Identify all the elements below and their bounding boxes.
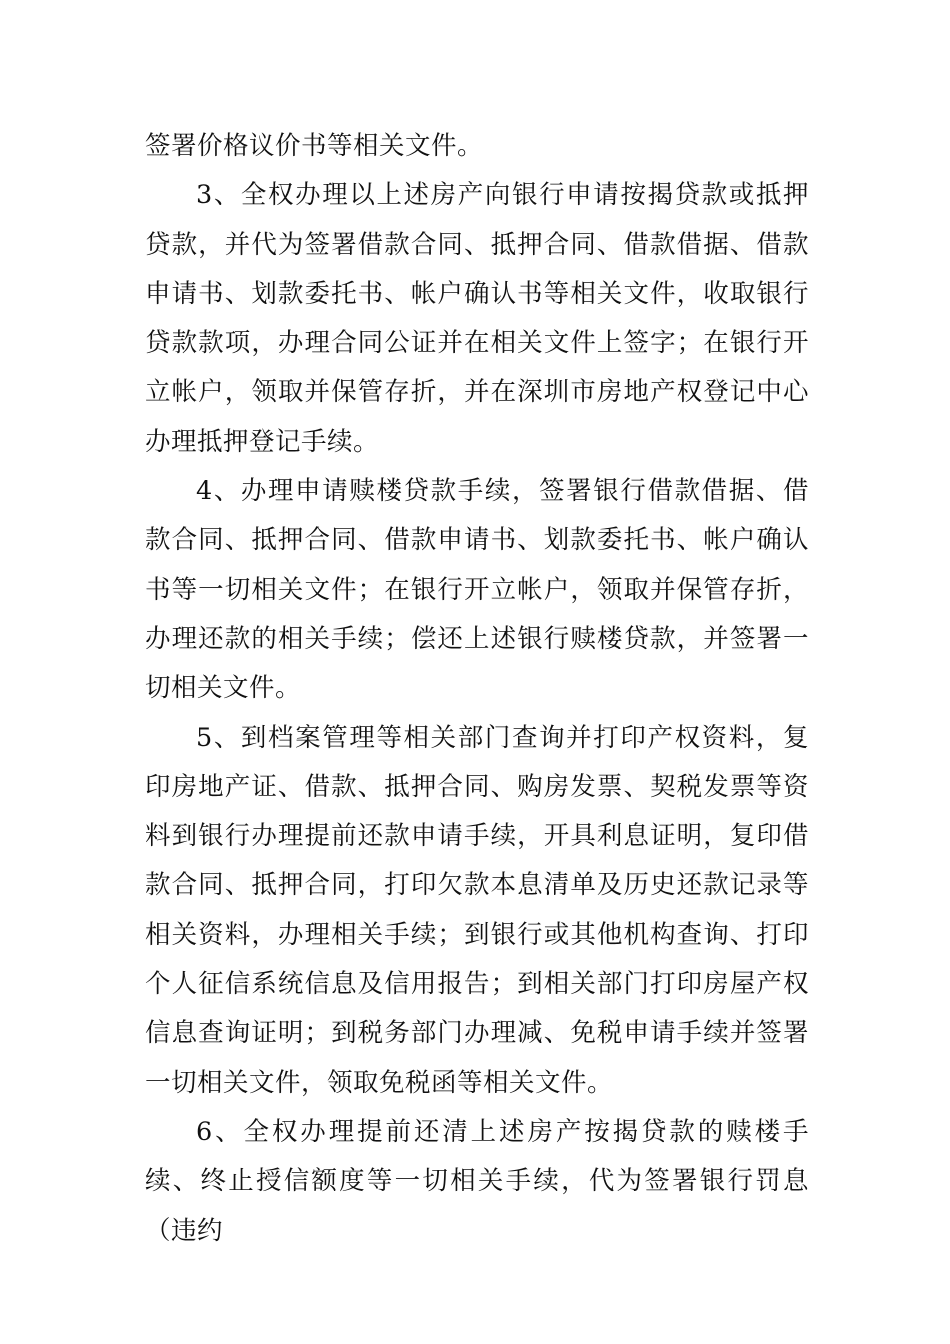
paragraph-item-5: 5、到档案管理等相关部门查询并打印产权资料，复印房地产证、借款、抵押合同、购房发票、契税发票等资料到银行办理提前还款申请手续，开具利息证明，复印借款合同、抵押合同，打印欠款本息清单及历史还款记录等相关资料，办理相关手续；到银行或其他机构查询、打印个人征信系统信息及信用报告；到相关部门打印房屋产权信息查询证明；到税务部门办理减、免税申请手续并签署一切相关文件，领取免税函等相关文件。 <box>145 722 809 1098</box>
paragraph-item-3: 3、全权办理以上述房产向银行申请按揭贷款或抵押贷款，并代为签署借款合同、抵押合同、借款借据、借款申请书、划款委托书、帐户确认书等相关文件，收取银行贷款款项，办理合同公证并在相关文件上签字；在银行开立帐户，领取并保管存折，并在深圳市房地产权登记中心办理抵押登记手续。 <box>145 180 809 457</box>
paragraph-item-4: 4、办理申请赎楼贷款手续，签署银行借款借据、借款合同、抵押合同、借款申请书、划款委托书、帐户确认书等一切相关文件；在银行开立帐户，领取并保管存折，办理还款的相关手续；偿还上述银行赎楼贷款，并签署一切相关文件。 <box>145 476 809 704</box>
document-body <box>145 122 809 1256</box>
paragraph-continuation: 签署价格议价书等相关文件。 <box>145 131 484 161</box>
paragraph-item-6: 6、全权办理提前还清上述房产按揭贷款的赎楼手续、终止授信额度等一切相关手续，代为签署银行罚息（违约 <box>145 1116 809 1246</box>
